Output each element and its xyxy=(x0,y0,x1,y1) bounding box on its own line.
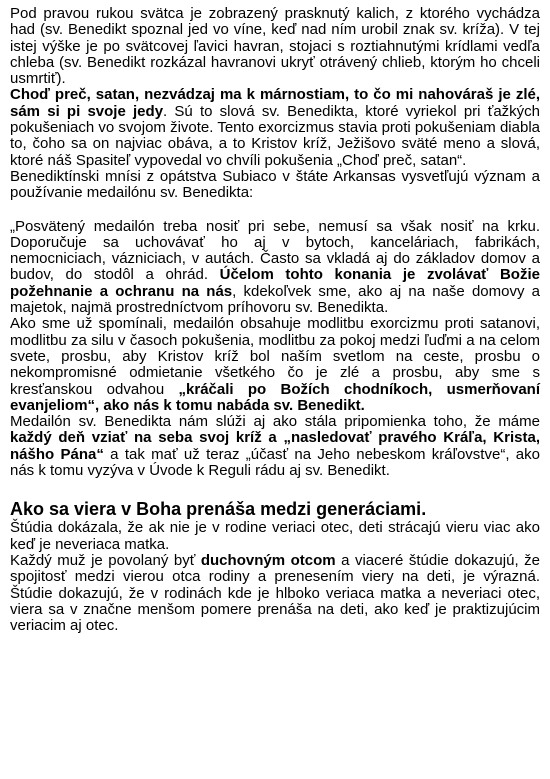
paragraph-reminder xyxy=(10,414,540,479)
bold-text-run: Účelom tohto konania je zvolávať Božie požehnanie a ochranu na nás xyxy=(10,266,540,300)
section-medal-symbols xyxy=(10,6,540,202)
paragraph-chalice-raven xyxy=(10,6,540,87)
spacer xyxy=(10,479,540,498)
paragraph-study-result xyxy=(10,520,540,553)
text-run: Benediktínski mnísi z opátstva Subiaco v štáte Arkansas vysvetľujú význam a používanie medailónu sv. Benedikta: xyxy=(10,167,540,202)
text-run: Každý muž je povolaný byť xyxy=(10,551,201,569)
section-medal-usage xyxy=(10,219,540,480)
bold-text-run: každý deň vziať na seba svoj kríž a „nasledovať pravého Kráľa, Krista, nášho Pána“ xyxy=(10,429,540,463)
text-run: . Sú to slová sv. Benedikta, ktoré vyriekol pri ťažkých pokušeniach vo svojom živote. Tento exorcizmus stavia proti pokušeniam diabla to, čoho sa on najviac obáva, a to Kristov kríž, Ježišovo sväté meno a slová, ktoré náš Spasiteľ vypovedal vo chvíli pokušenia „Choď preč, satan“. xyxy=(10,102,540,169)
text-run: Pod pravou rukou svätca je zobrazený prasknutý kalich, z ktorého vychádza had (sv. Benedikt spoznal jed vo víne, keď nad ním urobil znak sv. kríža). V tej istej výške je po svätcovej ľavici havran, stojaci s roztiahnutými krídlami vedľa chleba (sv. Benedikt rozkázal havranovi ukryť otrávený chlieb, ktorým ho chceli usmrtiť). xyxy=(10,5,540,88)
text-run: Medailón sv. Benedikta nám slúži aj ako stála pripomienka toho, že máme xyxy=(10,413,540,431)
text-run: , kdekoľvek sme, ako aj na naše domovy a majetok, najmä prostredníctvom príhovoru sv. Benedikta. xyxy=(10,282,540,317)
spacer xyxy=(10,202,540,219)
paragraph-exorcism-words xyxy=(10,87,540,168)
bold-text-run: „kráčali po Božích chodníkoch, usmerňovaní evanjeliom“, ako nás k tomu nabáda sv. Benedikt. xyxy=(10,380,540,414)
text-run: „Posvätený medailón treba nosiť pri sebe, nemusí sa však nosiť na krku. Doporučuje sa uchovávať ho aj v bytoch, kanceláriach, fabrikách, nemocniciach, vázniciach, v autách. Často sa vkladá aj do základov domov a budov, do stodôl a ohrád. xyxy=(10,217,540,284)
paragraph-prayers xyxy=(10,316,540,414)
section-faith-generations xyxy=(10,498,540,634)
paragraph-subiaco-intro xyxy=(10,169,540,202)
paragraph-carry-medal xyxy=(10,219,540,317)
text-run: a tak mať už teraz „účasť na Jeho nebeskom kráľovstve“, ako nás k tomu vyzýva v Úvode k Reguli rádu aj sv. Benedikt. xyxy=(10,445,540,480)
text-run: Ako sme už spomínali, medailón obsahuje modlitbu exorcizmu proti satanovi, modlitbu za silu v časoch pokušenia, modlitbu za pokoj medzi ľuďmi a na celom svete, prosbu, aby Kristov kríž bol naším svetlom na ceste, prosbu o nekompromisné odmietanie všetkého čo je zlé a prosbu, aby sme s kresťanskou odvahou xyxy=(10,315,540,398)
paragraph-spiritual-father xyxy=(10,553,540,634)
text-run: Štúdia dokázala, že ak nie je v rodine veriaci otec, deti strácajú vieru viac ako keď je neveriaca matka. xyxy=(10,519,540,553)
section-heading: Ako sa viera v Boha prenáša medzi generáciami. xyxy=(10,499,427,520)
bold-text-run: Choď preč, satan, nezvádzaj ma k márnostiam, to čo mi nahováraš je zlé, sám si pi svoje jedy xyxy=(10,86,540,120)
text-run: a viaceré štúdie dokazujú, že spojitosť medzi vierou otca rodiny a prenesením viery na deti, je výrazná. Štúdie dokazujú, že v rodinách kde je hlboko veriaca matka a neveriaci otec, viera sa v značne menšom pomere prenáša na deti, ako keď je praktizujúcim veriacim aj otec. xyxy=(10,551,540,635)
bold-text-run: duchovným otcom xyxy=(200,551,336,569)
